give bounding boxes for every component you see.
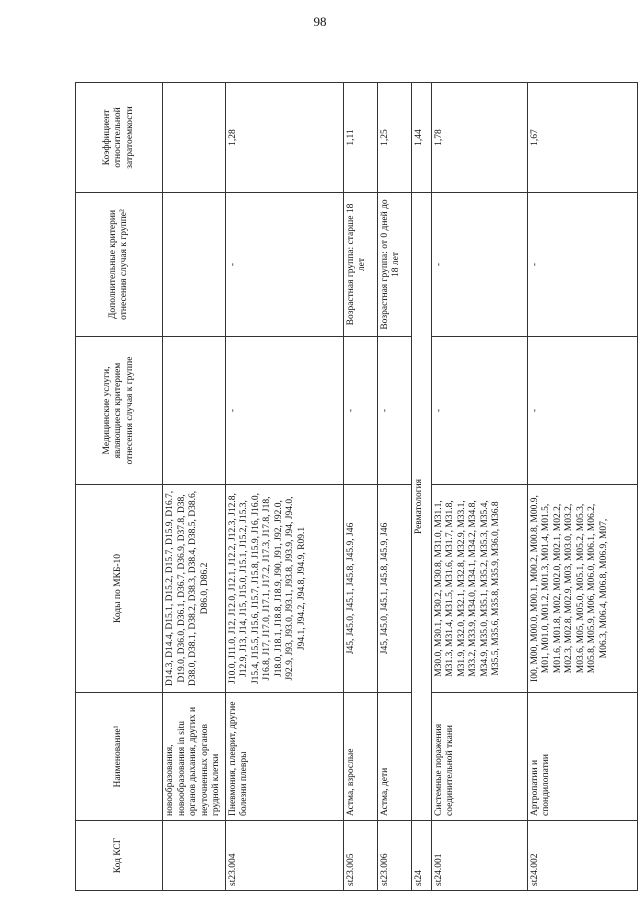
row-extra: Возрастная группа: от 0 дней до 18 лет (377, 193, 411, 337)
row-extra: - (225, 193, 343, 337)
row-coef: 1,78 (431, 83, 527, 193)
row-name: Артропатии и спондилопатии (527, 693, 637, 821)
row-coef: 1,11 (343, 83, 377, 193)
row-name: Системные поражения соединительной ткани (431, 693, 527, 821)
table-row (163, 83, 226, 891)
table-row (225, 83, 343, 891)
row-name: новообразования, новообразования in situ органов дыхания, других и неуточненных органов грудной клетки (163, 693, 226, 821)
row-services: - (527, 337, 637, 485)
header-extra: Дополнительные критерии отнесения случая к группе² (76, 193, 163, 337)
row-name: Астма, взрослые (343, 693, 377, 821)
row-icd: I00, M00, M00.0, M00.1, M00.2, M00.8, M00.9, M01, M01.0, M01.2, M01.3, M01.4, M01.5, M01.6, M01.8, M02, M02.0, M02.1, M02.2, M02.3, M02.8, M02.9, M03, M03.0, M03.2, M03.6, M05, M05.0, M05.1, M05.2, M05.3, M05.8, M05.9, M06, M06.0, M06.1, M06.2, M06.3, M06.4, M06.8, M06.9, M07, (527, 485, 637, 693)
row-code: st23.006 (377, 821, 411, 891)
row-coef: 1,28 (225, 83, 343, 193)
header-code: Код КСГ (76, 821, 163, 891)
row-services: - (377, 337, 411, 485)
table-header-row (76, 83, 163, 891)
header-icd: Коды по МКБ-10 (76, 485, 163, 693)
section-coef: 1,44 (411, 83, 431, 193)
table-row (431, 83, 527, 891)
row-extra: Возрастная группа: старше 18 лет (343, 193, 377, 337)
row-extra: - (527, 193, 637, 337)
row-services: - (343, 337, 377, 485)
ksg-table (75, 82, 638, 891)
header-coef: Коэффициент относительной затратоемкости (76, 83, 163, 193)
row-code: st24.001 (431, 821, 527, 891)
row-extra: - (431, 193, 527, 337)
header-name: Наименование¹ (76, 693, 163, 821)
row-services: - (431, 337, 527, 485)
row-icd: J10.0, J11.0, J12, J12.0, J12.1, J12.2, J12.3, J12.8, J12.9, J13, J14, J15, J15.0, J15.1, J15.2, J15.3, J15.4, J15.5, J15.6, J15.7, J15.8, J15.9, J16, J16.0, J16.8, J17, J17.0, J17.1, J17.2, J17.3, J17.8, J18, J18.0, J18.1, J18.8, J18.9, J90, J91, J92, J92.0, J92.9, J93, J93.0, J93.1, J93.8, J93.9, J94, J94.0, J94.1, J94.2, J94.8, J94.9, R09.1 (225, 485, 343, 693)
rotated-table-container (75, 83, 640, 891)
table-row (343, 83, 377, 891)
row-coef: 1,67 (527, 83, 637, 193)
row-services: - (225, 337, 343, 485)
table-row (377, 83, 411, 891)
table-row (527, 83, 637, 891)
row-code: st23.004 (225, 821, 343, 891)
row-coef (163, 83, 226, 193)
row-code: st23.005 (343, 821, 377, 891)
row-extra (163, 193, 226, 337)
page-number: 98 (313, 14, 327, 29)
rotated-table-frame (75, 83, 640, 891)
row-code: st24.002 (527, 821, 637, 891)
row-icd: D14.3, D14.4, D15.1, D15.2, D15.7, D15.9, D16.7, D19.0, D36.0, D36.1, D36.7, D36.9, D37.8, D38, D38.0, D38.1, D38.2, D38.3, D38.4, D38.5, D38.6, D86.0, D86.2 (163, 485, 226, 693)
row-coef: 1,25 (377, 83, 411, 193)
row-icd: J45, J45.0, J45.1, J45.8, J45.9, J46 (343, 485, 377, 693)
row-services (163, 337, 226, 485)
section-code: st24 (411, 821, 431, 891)
row-code (163, 821, 226, 891)
row-icd: M30.0, M30.1, M30.2, M30.8, M31.0, M31.1, M31.3, M31.4, M31.5, M31.6, M31.7, M31.8, M31.9, M32.0, M32.1, M32.8, M32.9, M33.1, M33.2, M33.9, M34.0, M34.1, M34.2, M34.8, M34.9, M35.0, M35.1, M35.2, M35.3, M35.4, M35.5, M35.6, M35.8, M35.9, M36.0, M36.8 (431, 485, 527, 693)
section-title: Ревматология (411, 193, 431, 821)
section-row (411, 83, 431, 891)
row-name: Астма, дети (377, 693, 411, 821)
row-name: Пневмония, плеврит, другие болезни плевры (225, 693, 343, 821)
header-services: Медицинские услуги, являющиеся критерием отнесения случая к группе (76, 337, 163, 485)
row-icd: J45, J45.0, J45.1, J45.8, J45.9, J46 (377, 485, 411, 693)
